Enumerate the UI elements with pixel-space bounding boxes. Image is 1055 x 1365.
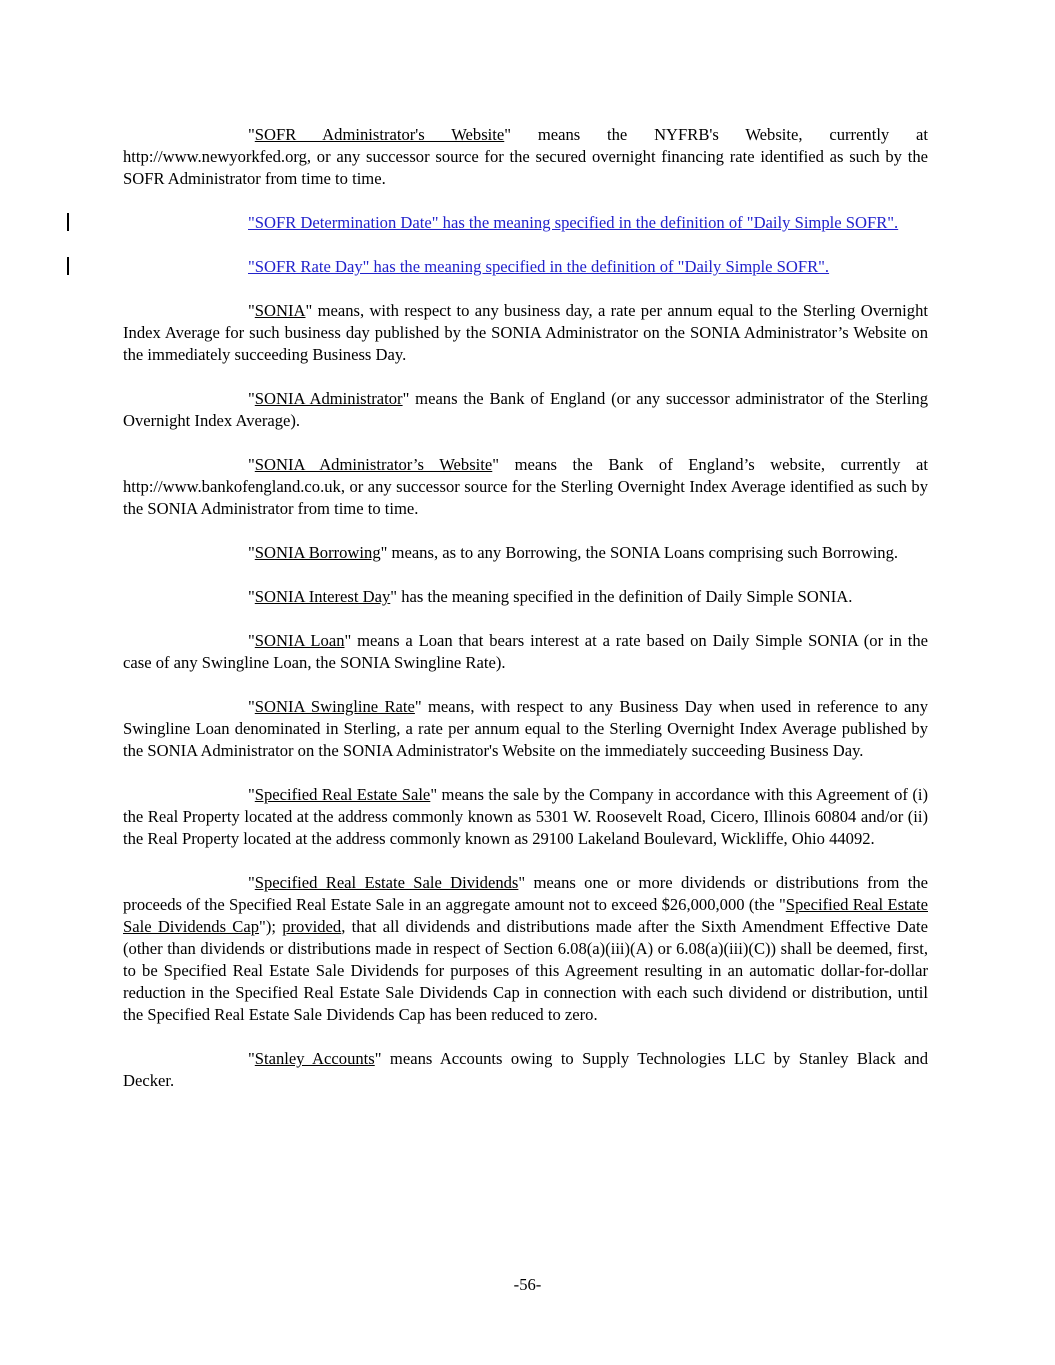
text-run: ": [248, 697, 255, 716]
definition-sonia-borrowing: [123, 542, 928, 564]
defined-term: SONIA Administrator’s Website: [254, 455, 493, 474]
definition-sonia-swingline-rate: [123, 696, 928, 762]
text-run: " means the NYFRB's Website, currently at http://www.newyorkfed.org, or any successor source for the secured overnight financing rate identified as such by the SOFR Administrator from time to time.: [123, 125, 928, 188]
text-run: ": [248, 455, 255, 474]
defined-term: Specified Real Estate Sale Dividends: [254, 873, 519, 892]
text-run: " means Accounts owing to Supply Technologies LLC by Stanley Black and Decker.: [123, 1049, 928, 1090]
text-run: ");: [259, 917, 283, 936]
text-run: " means the Bank of England’s website, currently at http://www.bankofengland.co.uk, or any successor source for the Sterling Overnight Index Average identified as such by the SONIA Administrator from time to time.: [123, 455, 928, 518]
text-run: ": [248, 125, 255, 144]
defined-term: Stanley Accounts: [254, 1049, 375, 1068]
text-run: " means the Bank of England (or any successor administrator of the Sterling Overnight Index Average).: [123, 389, 928, 430]
document-body: [123, 124, 928, 1114]
text-run: " means, as to any Borrowing, the SONIA Loans comprising such Borrowing.: [380, 543, 899, 562]
change-bar: [67, 257, 69, 275]
text-run: " means, with respect to any Business Day when used in reference to any Swingline Loan denominated in Sterling, a rate per annum equal to the Sterling Overnight Index Average published by the SONIA Administrator on the SONIA Administrator's Website on the immediately succeeding Business Day.: [123, 697, 928, 760]
defined-term: Specified Real Estate Sale: [254, 785, 431, 804]
text-run: " means, with respect to any business day, a rate per annum equal to the Sterling Overnight Index Average for such business day published by the SONIA Administrator on the SONIA Administrator’s Website on the immediately succeeding Business Day.: [123, 301, 928, 364]
definition-specified-real-estate-sale: [123, 784, 928, 850]
text-run: ": [248, 301, 255, 320]
text-run: ": [248, 631, 255, 650]
definition-sonia-administrator: [123, 388, 928, 432]
change-bar: [67, 213, 69, 231]
text-run: ": [248, 1049, 255, 1068]
definition-specified-real-estate-sale-dividends: [123, 872, 928, 1026]
text-run: ": [248, 543, 255, 562]
defined-term: SONIA Loan: [254, 631, 345, 650]
definition-sofr-rate-day: [123, 256, 928, 278]
defined-term: "SOFR Determination Date" has the meaning specified in the definition of "Daily Simple SOFR".: [248, 213, 899, 232]
defined-term: provided: [282, 917, 342, 936]
defined-term: SONIA: [254, 301, 306, 320]
text-run: ": [248, 785, 255, 804]
text-run: ": [248, 873, 255, 892]
text-run: " means the sale by the Company in accordance with this Agreement of (i) the Real Property located at the address commonly known as 5301 W. Roosevelt Road, Cicero, Illinois 60804 and/or (ii) the Real Property located at the address commonly known as 29100 Lakeland Boulevard, Wickliffe, Ohio 44092.: [123, 785, 928, 848]
definition-sonia-interest-day: [123, 586, 928, 608]
defined-term: SOFR Administrator's Website: [254, 125, 505, 144]
definition-stanley-accounts: [123, 1048, 928, 1092]
defined-term: Specified Real Estate Sale Dividends Cap: [123, 895, 928, 936]
definition-sonia: [123, 300, 928, 366]
definition-sonia-administrators-website: [123, 454, 928, 520]
text-run: ": [248, 389, 255, 408]
defined-term: SONIA Borrowing: [254, 543, 381, 562]
defined-term: "SOFR Rate Day" has the meaning specified in the definition of "Daily Simple SOFR".: [248, 257, 830, 276]
text-run: ": [248, 587, 255, 606]
definition-sofr-administrators-website: [123, 124, 928, 190]
definition-sofr-determination-date: [123, 212, 928, 234]
page-footer: [0, 1274, 1055, 1296]
definition-sonia-loan: [123, 630, 928, 674]
defined-term: SONIA Interest Day: [254, 587, 391, 606]
text-run: , that all dividends and distributions made after the Sixth Amendment Effective Date (other than dividends or distributions made in respect of Section 6.08(a)(iii)(A) or 6.08(a)(iii)(C)) shall be deemed, first, to be Specified Real Estate Sale Dividends for purposes of this Agreement resulting in an automatic dollar-for-dollar reduction in the Specified Real Estate Sale Dividends Cap in connection with each such dividend or distribution, until the Specified Real Estate Sale Dividends Cap has been reduced to zero.: [123, 917, 928, 1024]
page-number: -56-: [513, 1275, 542, 1294]
text-run: " means a Loan that bears interest at a rate based on Daily Simple SONIA (or in the case of any Swingline Loan, the SONIA Swingline Rate).: [123, 631, 928, 672]
defined-term: SONIA Swingline Rate: [254, 697, 415, 716]
text-run: " means one or more dividends or distributions from the proceeds of the Specified Real Estate Sale in an aggregate amount not to exceed $26,000,000 (the ": [123, 873, 928, 914]
defined-term: SONIA Administrator: [254, 389, 403, 408]
text-run: " has the meaning specified in the definition of Daily Simple SONIA.: [390, 587, 853, 606]
